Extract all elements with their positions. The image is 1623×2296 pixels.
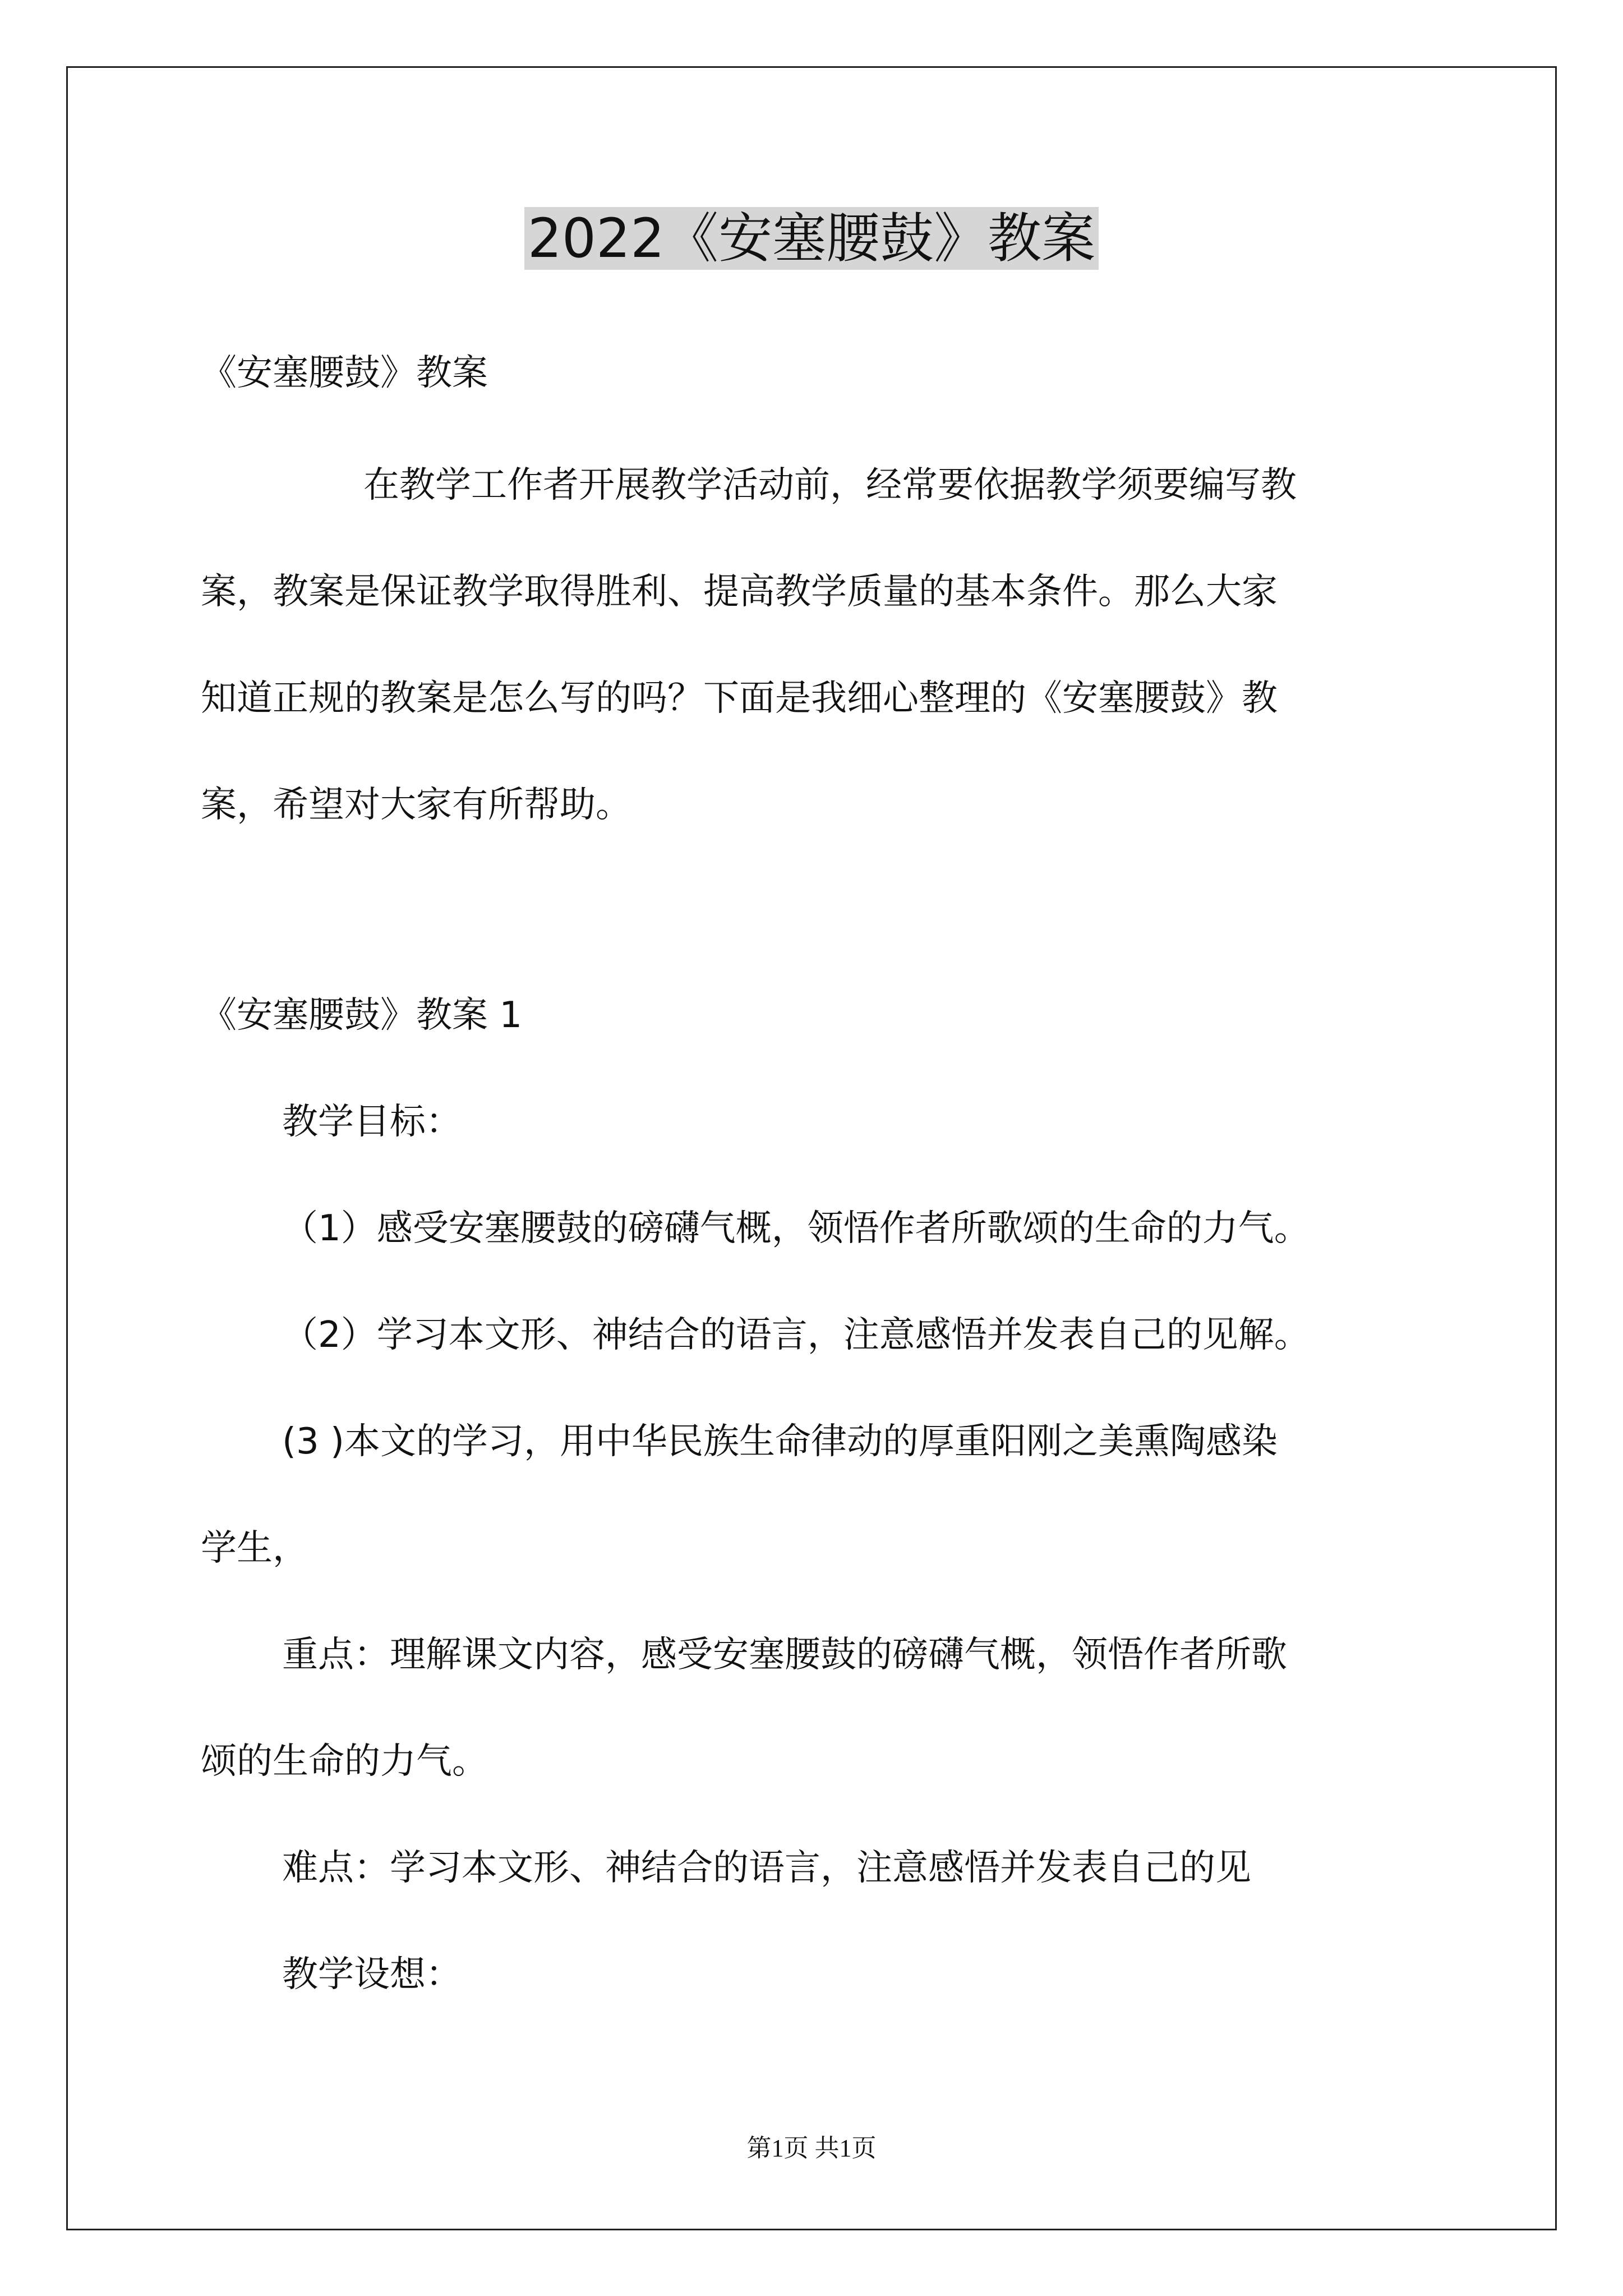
paragraph-line: (3 )本文的学习，用中华民族生命律动的厚重阳刚之美熏陶感染 xyxy=(282,1421,1278,1462)
paragraph-line: 教学目标： xyxy=(282,1101,462,1143)
paragraph-line: （1）感受安塞腰鼓的磅礴气概，领悟作者所歌颂的生命的力气。 xyxy=(282,1208,1310,1249)
paragraph-line: 教学设想： xyxy=(282,1954,462,1995)
paragraph-line: （2）学习本文形、神结合的语言，注意感悟并发表自己的见解。 xyxy=(282,1314,1310,1356)
intro-heading: 《安塞腰鼓》教案 xyxy=(201,352,488,394)
paragraph-line: 知道正规的教案是怎么写的吗？下面是我细心整理的《安塞腰鼓》教 xyxy=(201,678,1278,719)
paragraph-line: 颂的生命的力气。 xyxy=(201,1741,488,1782)
section-heading: 《安塞腰鼓》教案 1 xyxy=(201,995,523,1036)
paragraph-line: 重点：理解课文内容，感受安塞腰鼓的磅礴气概，领悟作者所歌 xyxy=(282,1634,1287,1676)
document-title-text: 2022《安塞腰鼓》教案 xyxy=(524,207,1099,270)
paragraph-line: 难点：学习本文形、神结合的语言，注意感悟并发表自己的见 xyxy=(282,1847,1251,1889)
paragraph-line: 在教学工作者开展教学活动前，经常要依据教学须要编写教 xyxy=(363,464,1297,506)
paragraph-line: 学生， xyxy=(201,1527,308,1569)
paragraph-line: 案，希望对大家有所帮助。 xyxy=(201,784,631,826)
document-title xyxy=(0,202,1623,275)
page-footer: 第1页 共1页 xyxy=(746,2134,877,2162)
paragraph-line: 案，教案是保证教学取得胜利、提高教学质量的基本条件。那么大家 xyxy=(201,571,1278,613)
